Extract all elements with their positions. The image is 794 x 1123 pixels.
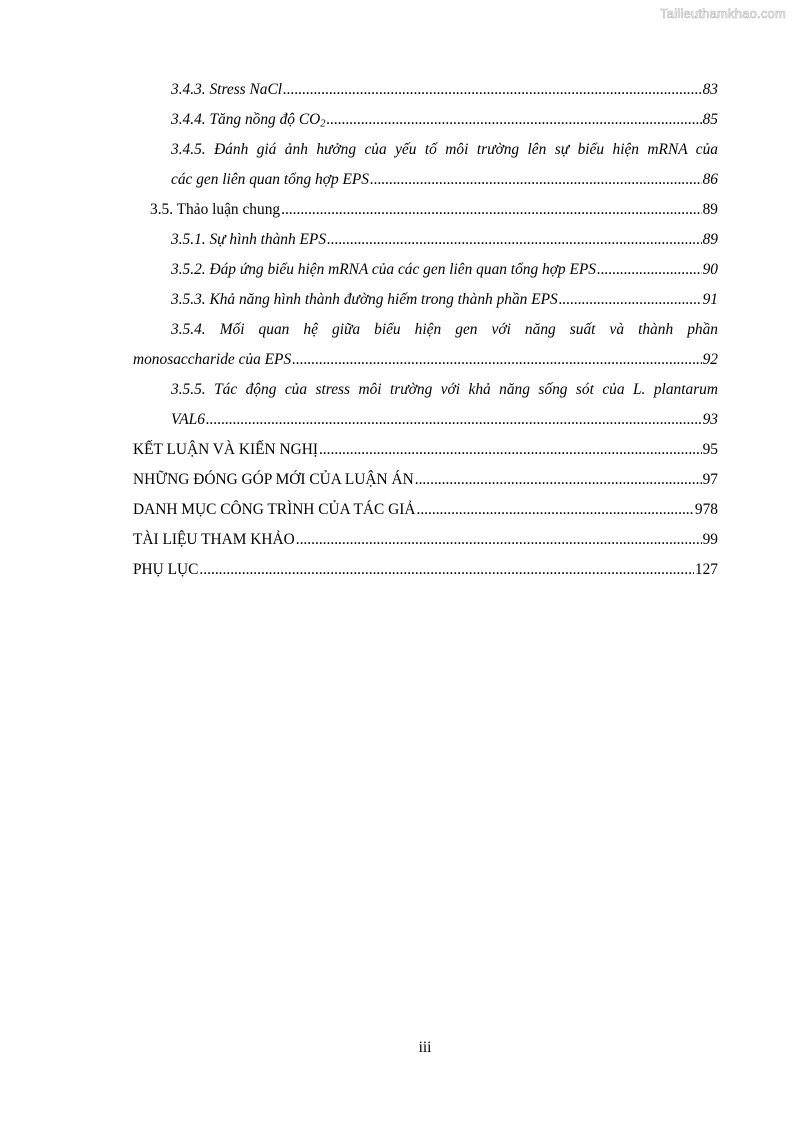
page-number: iii [418, 1039, 432, 1056]
toc-entry-page: 92 [702, 351, 718, 368]
toc-entry-title: TÀI LIỆU THAM KHẢO [133, 531, 295, 548]
toc-entry-3-5-2[interactable] [133, 255, 718, 285]
toc-entry-page: 89 [702, 201, 718, 218]
toc-entry-title: monosaccharide của EPS [133, 351, 292, 368]
dot-leader [296, 525, 702, 555]
toc-entry-3-5-4[interactable] [133, 345, 718, 375]
toc-entry-page: 83 [702, 81, 718, 98]
dot-leader [416, 495, 693, 525]
toc-entry-3-5-3[interactable] [133, 285, 718, 315]
toc-entry-3-4-5[interactable] [133, 165, 718, 195]
dot-leader [370, 165, 702, 195]
toc-entry-title: KẾT LUẬN VÀ KIẾN NGHỊ [133, 441, 318, 458]
toc-entry-tai-lieu[interactable] [133, 525, 718, 555]
dot-leader [415, 465, 702, 495]
toc-entry-page: 91 [702, 291, 718, 308]
dot-leader [319, 435, 702, 465]
dot-leader [206, 405, 702, 435]
toc-entry-3-5[interactable] [133, 195, 718, 225]
toc-entry-page: 85 [702, 111, 718, 128]
toc-entry-title: NHỮNG ĐÓNG GÓP MỚI CỦA LUẬN ÁN [133, 471, 414, 488]
toc-entry-3-4-3[interactable] [133, 75, 718, 105]
toc-entry-page: 97 [702, 471, 718, 488]
dot-leader [292, 345, 701, 375]
toc-entry-title: 3.4.3. Stress NaCl [171, 81, 283, 98]
toc-entry-page: 99 [702, 531, 718, 548]
toc-entry-3-4-4[interactable] [133, 105, 718, 135]
dot-leader [326, 105, 701, 135]
toc-entry-title: PHỤ LỤC [133, 561, 199, 578]
toc-entry-phu-luc[interactable] [133, 555, 718, 585]
toc-entry-page: 93 [702, 411, 718, 428]
toc-entry-page: 127 [694, 561, 718, 578]
dot-leader [281, 195, 702, 225]
toc-entry-title: 3.5.3. Khả năng hình thành đường hiếm trong thành phần EPS [171, 291, 558, 308]
toc-entry-page: 95 [702, 441, 718, 458]
toc-entry-dong-gop[interactable] [133, 465, 718, 495]
toc-entry-3-5-4-line1[interactable]: 3.5.4. Mối quan hệ giữa biểu hiện gen với năng suất và thành phần [171, 321, 718, 338]
toc-entry-title: VAL6 [171, 411, 205, 428]
toc-entry-ket-luan[interactable] [133, 435, 718, 465]
toc-entry-page: 89 [702, 231, 718, 248]
dot-leader [199, 555, 693, 585]
toc-entry-3-5-5-line1[interactable]: 3.5.5. Tác động của stress môi trường với khả năng sống sót của L. plantarum [171, 381, 718, 398]
dot-leader [283, 75, 702, 105]
toc-entry-page: 86 [702, 171, 718, 188]
toc-entry-title: 3.5. Thảo luận chung [150, 201, 281, 218]
toc-entry-3-5-1[interactable] [133, 225, 718, 255]
toc-entry-page: 90 [702, 261, 718, 278]
toc-entry-3-4-5-line1[interactable]: 3.4.5. Đánh giá ảnh hưởng của yếu tố môi trường lên sự biểu hiện mRNA của [171, 141, 718, 158]
toc-entry-page: 978 [694, 501, 718, 518]
toc-entry-3-5-5[interactable] [133, 405, 718, 435]
watermark: Tailieuthamkhao.com [660, 6, 786, 21]
dot-leader [597, 255, 702, 285]
subscript: 2 [320, 118, 326, 130]
toc-entry-title-main: 3.4.4. Tăng nồng độ CO [171, 111, 321, 128]
toc-entry-title: 3.5.2. Đáp ứng biểu hiện mRNA của các gen liên quan tổng hợp EPS [171, 261, 596, 278]
table-of-contents [133, 75, 718, 585]
toc-entry-danh-muc[interactable] [133, 495, 718, 525]
dot-leader [327, 225, 702, 255]
toc-entry-title: DANH MỤC CÔNG TRÌNH CỦA TÁC GIẢ [133, 501, 416, 518]
toc-entry-title: 3.5.1. Sự hình thành EPS [171, 231, 327, 248]
dot-leader [559, 285, 702, 315]
toc-entry-title: các gen liên quan tổng hợp EPS [171, 171, 369, 188]
